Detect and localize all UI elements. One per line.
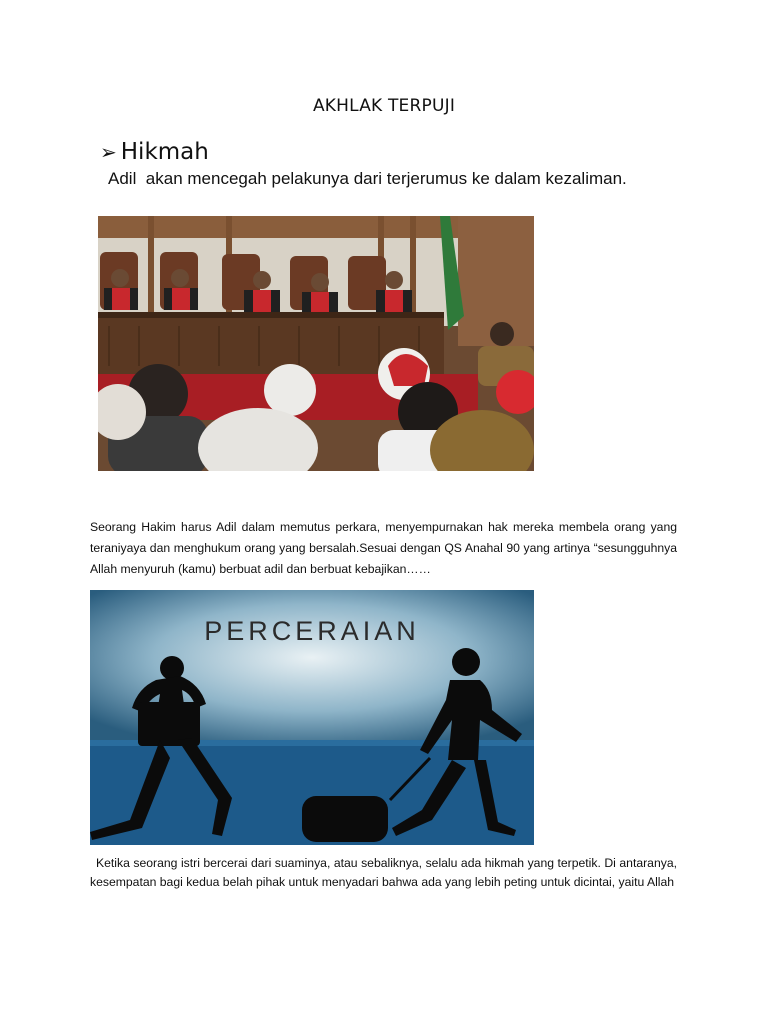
courtroom-photo — [98, 216, 534, 471]
perceraian-caption: PERCERAIAN — [204, 616, 420, 646]
section-heading — [100, 139, 209, 165]
arrow-bullet-icon: ➢ — [100, 140, 117, 164]
document-title: AKHLAK TERPUJI — [312, 96, 456, 116]
section-heading-text: Hikmah — [120, 139, 209, 165]
intro-text: Adil akan mencegah pelakunya dari terjerumus ke dalam kezaliman. — [108, 169, 627, 188]
paragraph-judge: Seorang Hakim harus Adil dalam memutus perkara, menyempurnakan hak mereka membela orang yang teraniyaya dan menghukum orang yang bersalah.Sesuai dengan QS Anahal 90 yang artinya “sesungguhnya Allah menyuruh (kamu) berbuat adil dan berbuat kebajikan…… — [90, 520, 677, 576]
paragraph-divorce — [90, 854, 677, 891]
divorce-illustration — [90, 590, 534, 845]
paragraph-divorce-text: Ketika seorang istri bercerai dari suaminya, atau sebaliknya, selalu ada hikmah yang terpetik. Di antaranya, kesempatan bagi kedua belah pihak untuk menyadari bahwa ada yang lebih peting untuk dicintai, yaitu Allah — [90, 856, 677, 889]
